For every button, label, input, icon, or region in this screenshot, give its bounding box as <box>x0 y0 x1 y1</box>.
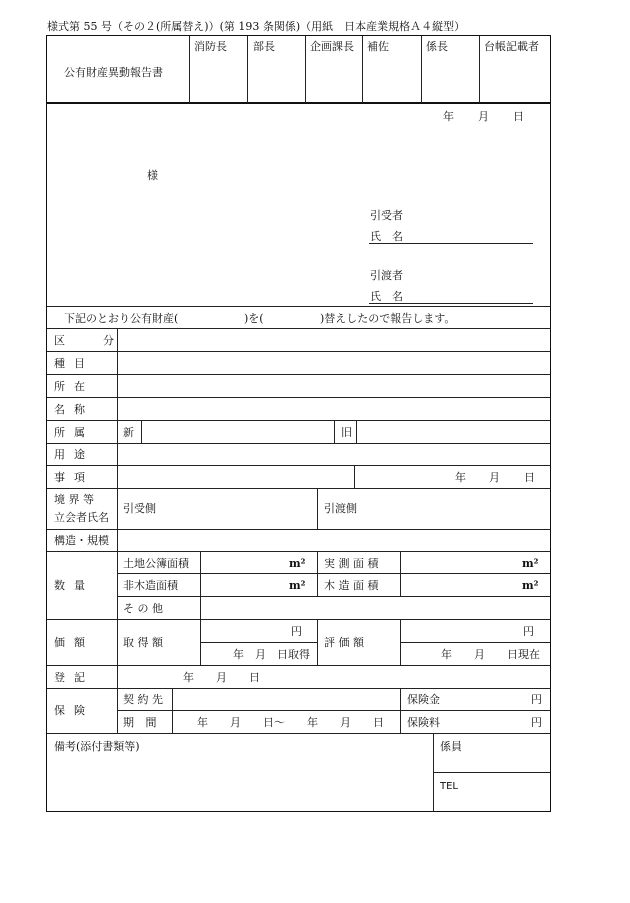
approval-planning-chief: 企画課長 <box>310 40 354 53</box>
matter-date-day: 日 <box>524 471 535 484</box>
transferor-name-label: 氏 名 <box>370 290 403 303</box>
evaluation-as-of-date: 年 月 日現在 <box>441 648 540 661</box>
matter-date-month: 月 <box>489 471 500 484</box>
row-label-affiliation: 所属 <box>54 426 94 439</box>
receiver-label: 引受者 <box>370 209 403 222</box>
affiliation-old: 旧 <box>341 426 352 439</box>
insurance-contractor-label: 契 約 先 <box>123 693 163 706</box>
receiver-name-label: 氏 名 <box>370 230 403 243</box>
transferor-label: 引渡者 <box>370 269 403 282</box>
row-label-location: 所在 <box>54 380 94 393</box>
insurance-fee-yen: 円 <box>531 716 542 729</box>
measured-area-unit: m² <box>522 557 539 570</box>
insurance-amount-yen: 円 <box>531 693 542 706</box>
land-registry-area-label: 土地公簿面積 <box>123 557 189 570</box>
row-label-boundary-1: 境 界 等 <box>54 493 94 506</box>
approval-fire-chief: 消防長 <box>194 40 227 53</box>
row-label-category: 区分 <box>54 334 152 347</box>
approval-assistant: 補佐 <box>367 40 389 53</box>
insurance-amount-label: 保険金 <box>407 693 440 706</box>
evaluation-price-yen: 円 <box>523 625 534 638</box>
boundary-receiver-side: 引受側 <box>123 502 156 515</box>
approval-director: 部長 <box>253 40 275 53</box>
row-label-matter: 事項 <box>54 471 94 484</box>
acquisition-price-yen: 円 <box>291 625 302 638</box>
row-label-registration: 登記 <box>54 671 94 684</box>
row-label-purpose: 用途 <box>54 448 94 461</box>
wooden-area-unit: m² <box>522 579 539 592</box>
non-wooden-area-label: 非木造面積 <box>123 579 178 592</box>
acquisition-price-label: 取 得 額 <box>123 636 163 649</box>
remarks-label: 備考(添付書類等) <box>54 740 140 753</box>
form-number: 様式第 55 号（その２(所属替え)）(第 193 条関係)（用紙 日本産業規格Ａ４縦型） <box>47 20 466 33</box>
measured-area-label: 実 測 面 積 <box>324 557 379 570</box>
row-label-insurance: 保険 <box>54 704 94 717</box>
insurance-fee-label: 保険料 <box>407 716 440 729</box>
non-wooden-area-unit: m² <box>289 579 306 592</box>
form-title: 公有財産異動報告書 <box>64 66 163 79</box>
staff-label: 係員 <box>440 740 462 753</box>
evaluation-price-label: 評 価 額 <box>324 636 364 649</box>
date-year: 年 <box>443 110 454 123</box>
tel-label: TEL <box>440 781 458 792</box>
other-label: そ の 他 <box>123 602 163 615</box>
row-label-name: 名称 <box>54 403 94 416</box>
statement-middle: )を( <box>244 312 264 325</box>
date-day: 日 <box>513 110 524 123</box>
row-label-quantity: 数量 <box>54 579 94 592</box>
addressee-suffix: 様 <box>147 169 158 182</box>
approval-section-chief: 係長 <box>426 40 448 53</box>
row-label-price: 価額 <box>54 636 94 649</box>
row-label-type: 種目 <box>54 357 94 370</box>
row-label-structure: 構造・規模 <box>54 534 109 547</box>
statement-suffix: )替えしたので報告します。 <box>320 312 456 325</box>
insurance-period-label: 期 間 <box>123 716 161 729</box>
registration-date: 年 月 日 <box>183 671 260 684</box>
insurance-period-range: 年 月 日〜 年 月 日 <box>197 716 384 729</box>
acquisition-date: 年 月 日取得 <box>233 648 310 661</box>
main-form-box <box>46 103 551 812</box>
land-registry-area-unit: m² <box>289 557 306 570</box>
affiliation-new: 新 <box>123 426 134 439</box>
statement-prefix: 下記のとおり公有財産( <box>64 312 179 325</box>
matter-date-year: 年 <box>455 471 466 484</box>
date-month: 月 <box>478 110 489 123</box>
boundary-transferor-side: 引渡側 <box>324 502 357 515</box>
row-label-boundary-2: 立会者氏名 <box>54 511 109 524</box>
wooden-area-label: 木 造 面 積 <box>324 579 379 592</box>
approval-ledger-recorder: 台帳記載者 <box>484 40 539 53</box>
